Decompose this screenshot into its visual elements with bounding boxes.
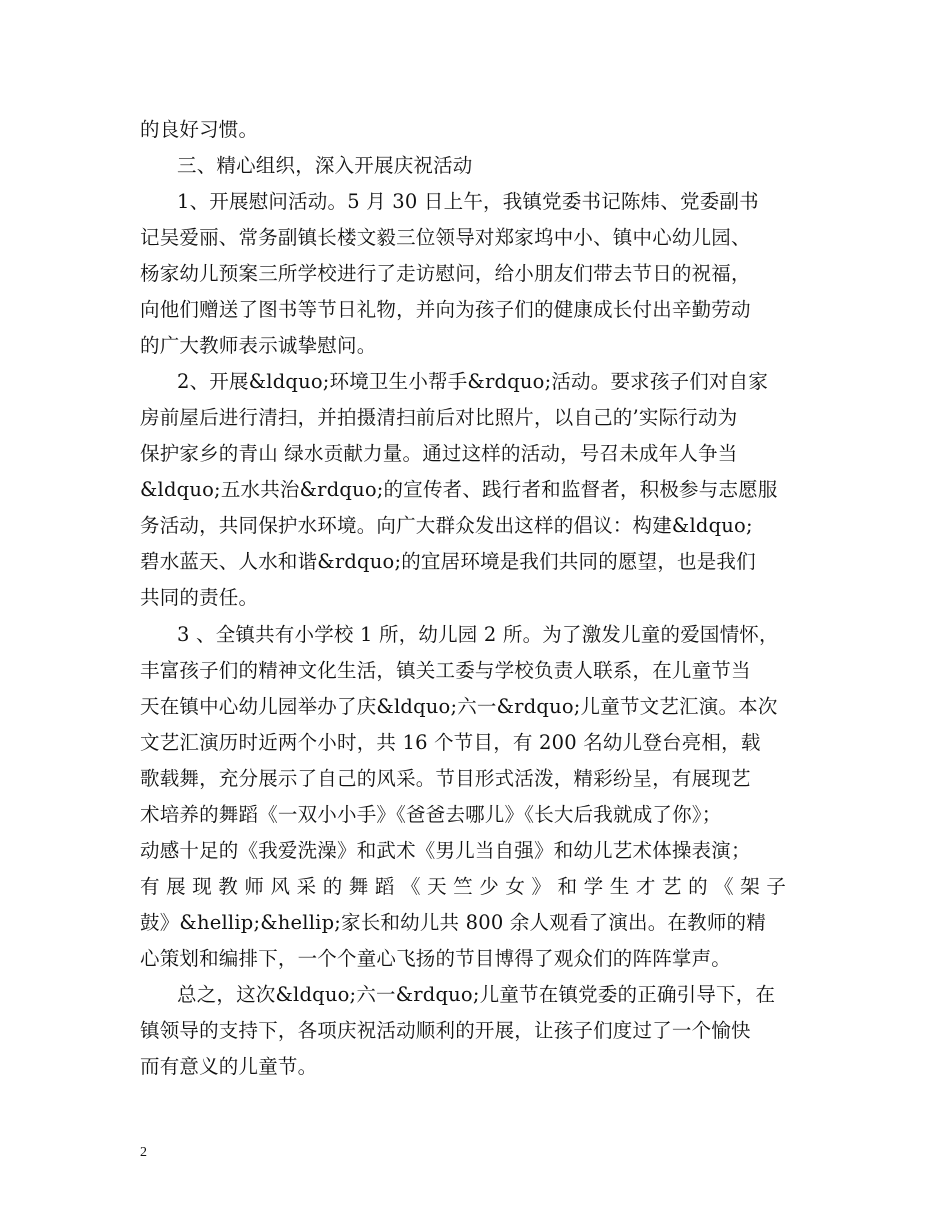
text-line: 房前屋后进行清扫，并拍摄清扫前后对比照片，以自己的’实际行动为 <box>140 406 738 429</box>
text-line: 的良好习惯。 <box>140 118 259 141</box>
text-line: 共同的责任。 <box>140 586 259 609</box>
text-line: 丰富孩子们的精神文化生活，镇关工委与学校负责人联系，在儿童节当 <box>140 659 751 682</box>
section-heading: 三、精心组织，深入开展庆祝活动 <box>177 154 473 177</box>
text-line: 2、开展&ldquo;环境卫生小帮手&rdquo;活动。要求孩子们对自家 <box>177 370 769 393</box>
text-line: 总之，这次&ldquo;六一&rdquo;儿童节在镇党委的正确引导下，在 <box>177 983 776 1006</box>
text-line: 1、开展慰问活动。5 月 30 日上午，我镇党委书记陈炜、党委副书 <box>177 190 759 213</box>
page-number: 2 <box>140 1145 147 1160</box>
text-line: 而有意义的儿童节。 <box>140 1055 318 1078</box>
text-line: 的广大教师表示诚挚慰问。 <box>140 334 377 357</box>
text-line: 务活动，共同保护水环境。向广大群众发出这样的倡议：构建&ldquo; <box>140 514 753 537</box>
text-line: 鼓》&hellip;&hellip;家长和幼儿共 800 余人观看了演出。在教师的精 <box>140 911 766 934</box>
text-line: &ldquo;五水共治&rdquo;的宣传者、践行者和监督者，积极参与志愿服 <box>140 478 778 501</box>
text-line: 天在镇中心幼儿园举办了庆&ldquo;六一&rdquo;儿童节文艺汇演。本次 <box>140 695 778 718</box>
text-line: 术培养的舞蹈《一双小小手》《爸爸去哪儿》《长大后我就成了你》； <box>140 803 722 826</box>
text-line: 歌载舞，充分展示了自己的风采。节目形式活泼，精彩纷呈，有展现艺 <box>140 767 751 790</box>
text-line: 心策划和编排下，一个个童心飞扬的节目博得了观众们的阵阵掌声。 <box>140 947 732 970</box>
text-line: 文艺汇演历时近两个小时，共 16 个节目，有 200 名幼儿登台亮相，载 <box>140 731 761 754</box>
text-line: 记吴爱丽、常务副镇长楼文毅三位领导对郑家坞中小、镇中心幼儿园、 <box>140 226 751 249</box>
text-line: 动感十足的《我爱洗澡》和武术《男儿当自强》和幼儿艺术体操表演； <box>140 839 751 862</box>
text-line: 保护家乡的青山 绿水贡献力量。通过这样的活动，号召未成年人争当 <box>140 442 738 465</box>
text-line: 有 展 现 教 师 风 采 的 舞 蹈 《 天 竺 少 女 》 和 学 生 才 艺 的 《 架 子 <box>140 875 787 898</box>
text-line: 碧水蓝天、人水和谐&rdquo;的宜居环境是我们共同的愿望，也是我们 <box>140 550 756 573</box>
text-line: 3 、全镇共有小学校 1 所，幼儿园 2 所。为了激发儿童的爱国情怀， <box>177 623 779 646</box>
text-line: 镇领导的支持下，各项庆祝活动顺利的开展，让孩子们度过了一个愉快 <box>140 1019 751 1042</box>
text-line: 杨家幼儿预案三所学校进行了走访慰问，给小朋友们带去节日的祝福， <box>140 262 751 285</box>
text-line: 向他们赠送了图书等节日礼物，并向为孩子们的健康成长付出辛勤劳动 <box>140 298 751 321</box>
